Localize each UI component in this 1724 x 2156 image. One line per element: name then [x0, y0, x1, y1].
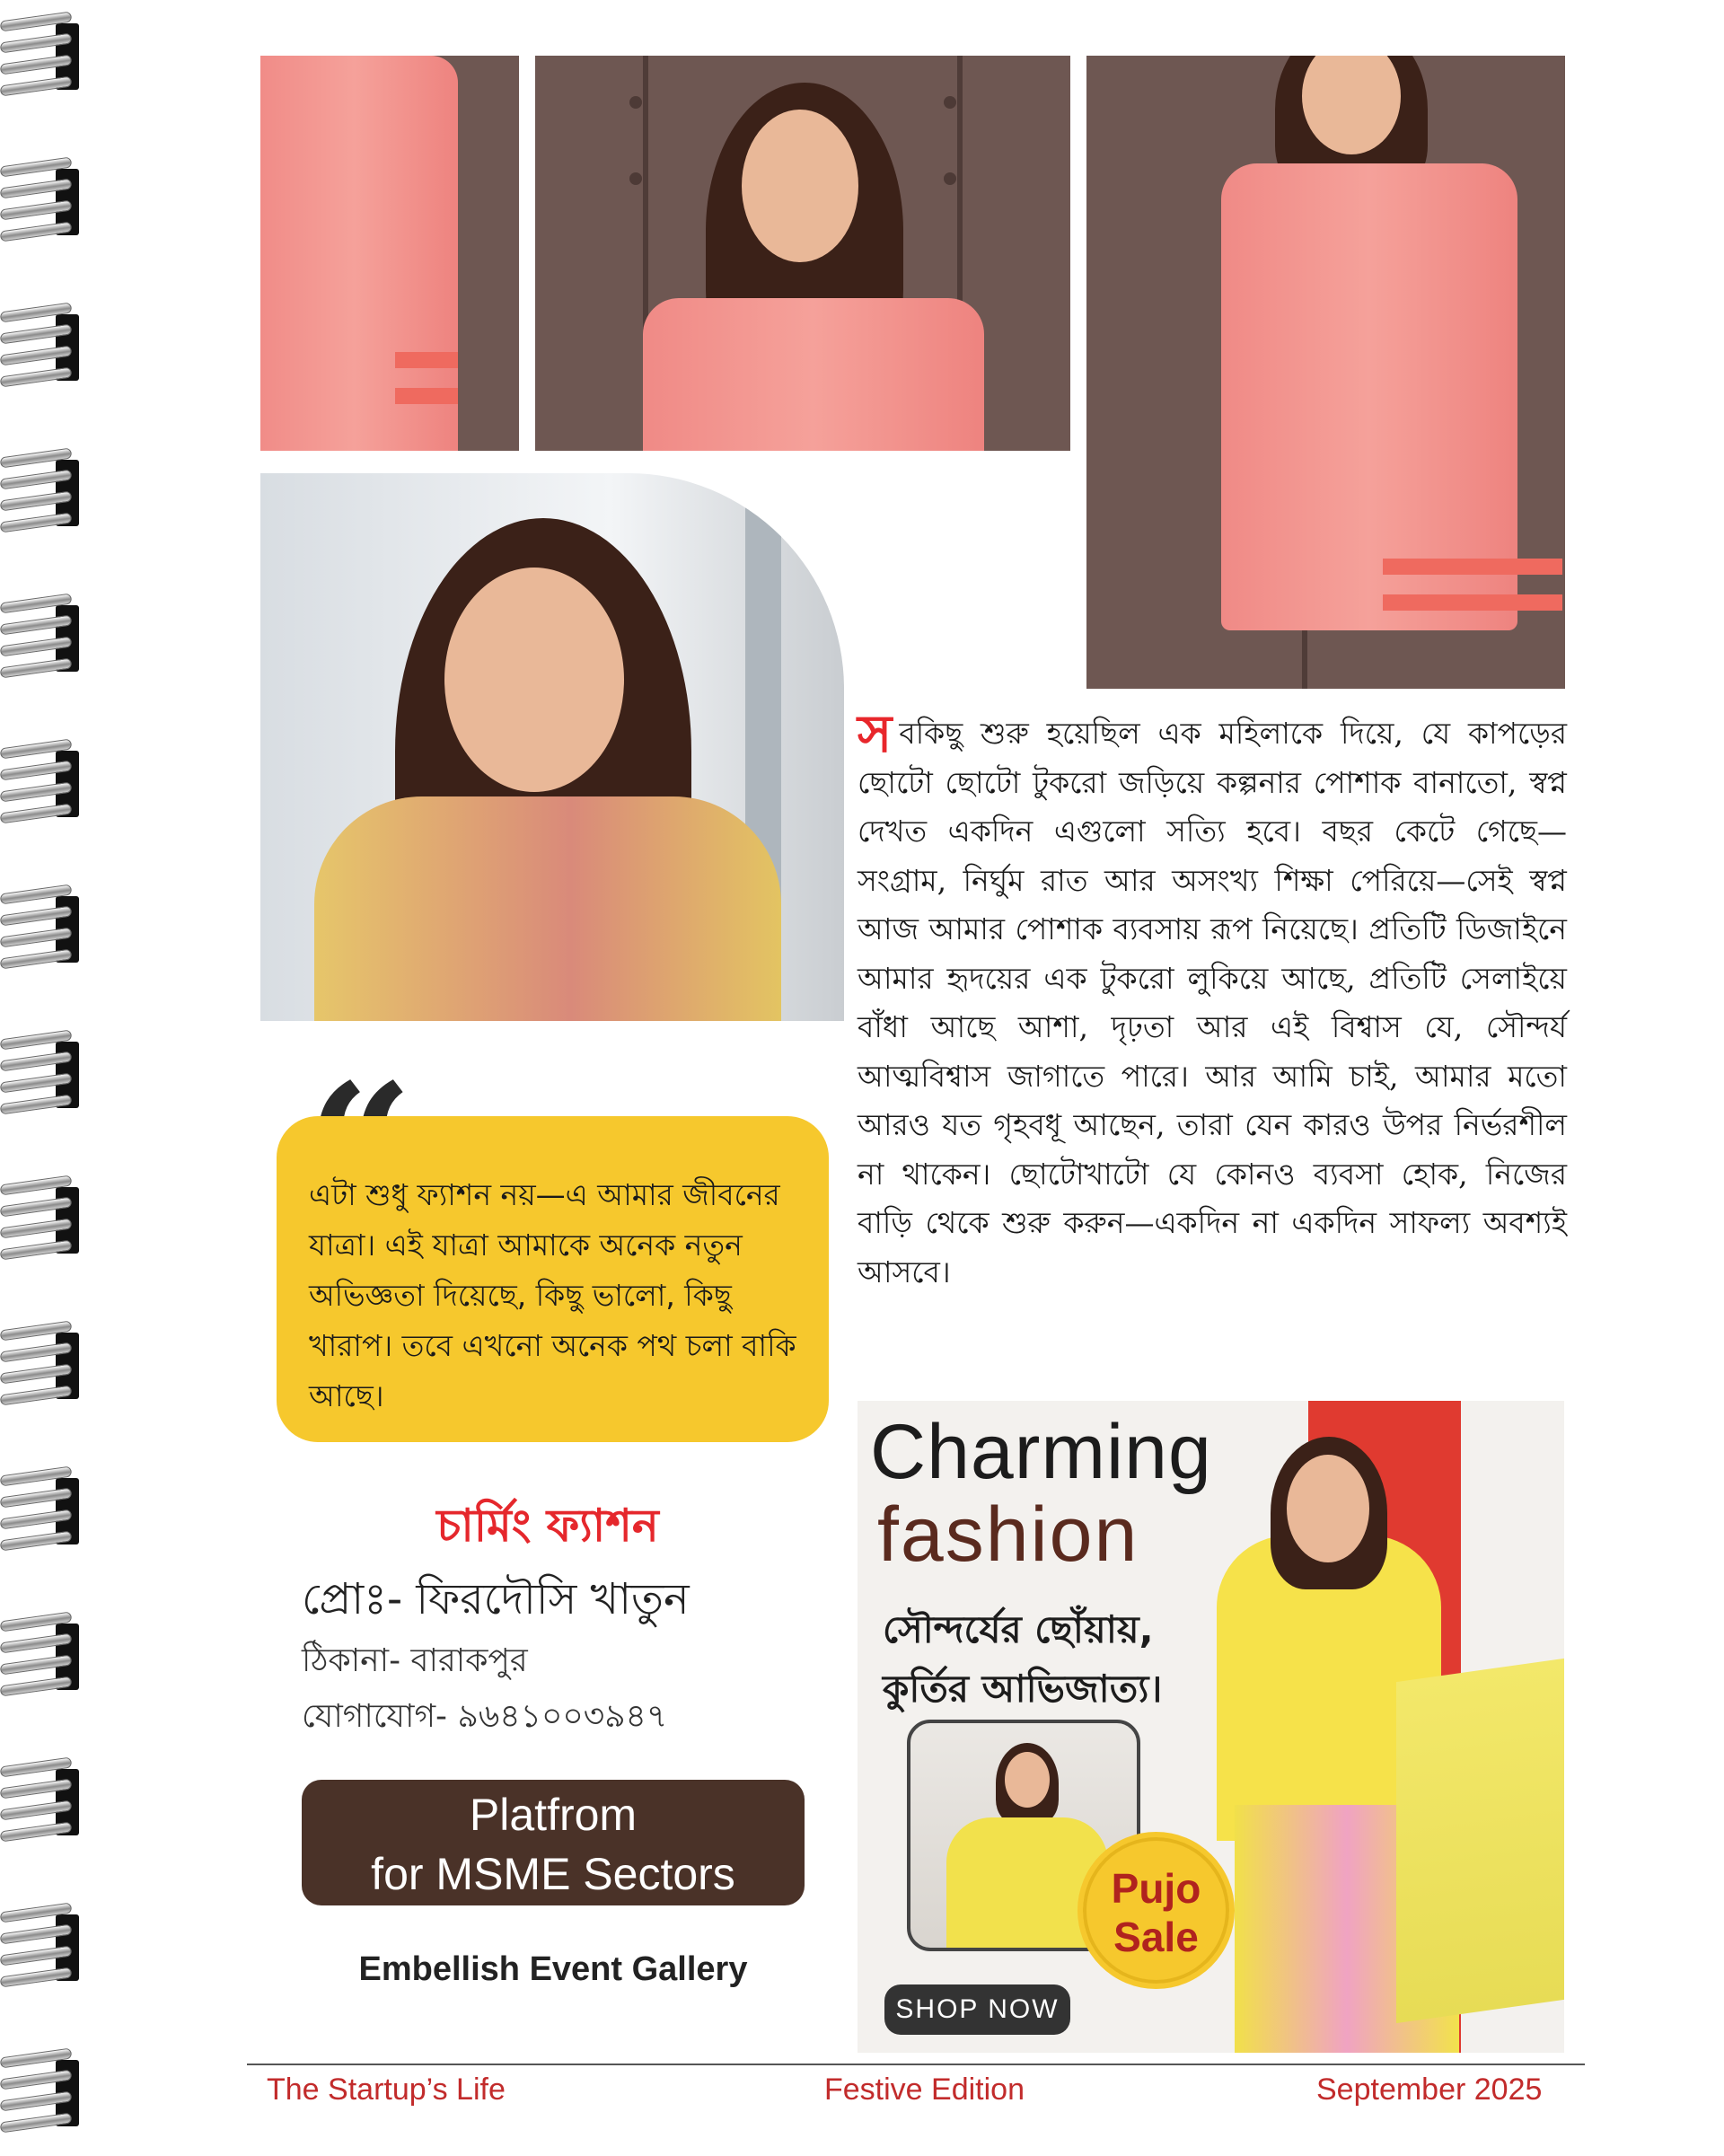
binding-ring: [0, 444, 86, 542]
ad-tagline-1: সৌন্দর্যের ছোঁয়ায়,: [883, 1607, 1154, 1651]
ad-tagline-2: কুর্তির আভিজাত্য।: [883, 1667, 1163, 1711]
binding-ring: [0, 1753, 86, 1852]
footer-date: September 2025: [1316, 2072, 1543, 2107]
ad-title-fashion: fashion: [877, 1492, 1139, 1578]
gallery-credit: Embellish Event Gallery: [358, 1950, 748, 1988]
spiral-binding: [0, 0, 90, 2156]
binding-ring: [0, 589, 86, 688]
business-contact: যোগাযোগ- ৯৬৪১০০৩৯৪৭: [302, 1698, 668, 1735]
binding-ring: [0, 298, 86, 397]
kurta-photo-model: [535, 56, 1070, 451]
pull-quote: [277, 1116, 829, 1442]
msme-platform-banner: [302, 1780, 805, 1905]
kurta-photo-full: [1086, 56, 1565, 689]
binding-ring: [0, 1171, 86, 1270]
footer-rule: [247, 2064, 1585, 2065]
msme-line-2: for MSME Sectors: [371, 1849, 735, 1899]
binding-ring: [0, 153, 86, 251]
binding-ring: [0, 1316, 86, 1415]
shop-now-button[interactable]: SHOP NOW: [884, 1984, 1070, 2035]
binding-ring: [0, 1607, 86, 1706]
binding-ring: [0, 7, 86, 106]
badge-line-1: Pujo: [1111, 1865, 1201, 1912]
owner-portrait: [260, 473, 844, 1021]
kurta-photo-back: [260, 56, 519, 451]
business-name: চার্মিং ফ্যাশন: [436, 1500, 659, 1552]
drop-cap: স: [858, 703, 893, 764]
binding-ring: [0, 735, 86, 833]
business-owner: প্রোঃ- ফিরদৌসি খাতুন: [302, 1574, 690, 1624]
binding-ring: [0, 1025, 86, 1124]
binding-ring: [0, 880, 86, 979]
pull-quote-text: এটা শুধু ফ্যাশন নয়—এ আমার জীবনের যাত্রা। এই যাত্রা আমাকে অনেক নতুন অভিজ্ঞতা দিয়েছে, কিছু ভালো, কিছু খারাপ। তবে এখনো অনেক পথ চলা বাকি আছে।: [309, 1177, 796, 1413]
article-body: [858, 703, 1567, 1297]
binding-ring: [0, 2044, 86, 2143]
ad-title-charming: Charming: [870, 1409, 1212, 1495]
business-address: ঠিকানা- বারাকপুর: [302, 1642, 528, 1679]
charming-fashion-ad: [858, 1401, 1564, 2053]
pujo-sale-badge: [1078, 1832, 1235, 1989]
binding-ring: [0, 1462, 86, 1561]
footer-publication: The Startup’s Life: [267, 2072, 506, 2107]
binding-ring: [0, 1898, 86, 1997]
footer-edition: Festive Edition: [824, 2072, 1025, 2107]
article-text: বকিছু শুরু হয়েছিল এক মহিলাকে দিয়ে, যে কাপড়ের ছোটো ছোটো টুকরো জড়িয়ে কল্পনার পোশাক বানাতো, স্বপ্ন দেখত একদিন এগুলো সত্যি হবে। বছর কেটে গেছে—সংগ্রাম, নির্ঘুম রাত আর অসংখ্য শিক্ষা পেরিয়ে—সেই স্বপ্ন আজ আমার পোশাক ব্যবসায় রূপ নিয়েছে। প্রতিটি ডিজাইনে আমার হৃদয়ের এক টুকরো লুকিয়ে আছে, প্রতিটি সেলাইয়ে বাঁধা আছে আশা, দৃঢ়তা আর এই বিশ্বাস যে, সৌন্দর্য আত্মবিশ্বাস জাগাতে পারে। আর আমি চাই, আমার মতো আরও যত গৃহবধূ আছেন, তারা যেন কারও উপর নির্ভরশীল না থাকেন। ছোটোখাটো যে কোনও ব্যবসা হোক, নিজের বাড়ি থেকে শুরু করুন—একদিন না একদিন সাফল্য অবশ্যই আসবে।: [858, 716, 1567, 1289]
badge-line-2: Sale: [1113, 1914, 1199, 1960]
msme-line-1: Platfrom: [469, 1790, 638, 1840]
